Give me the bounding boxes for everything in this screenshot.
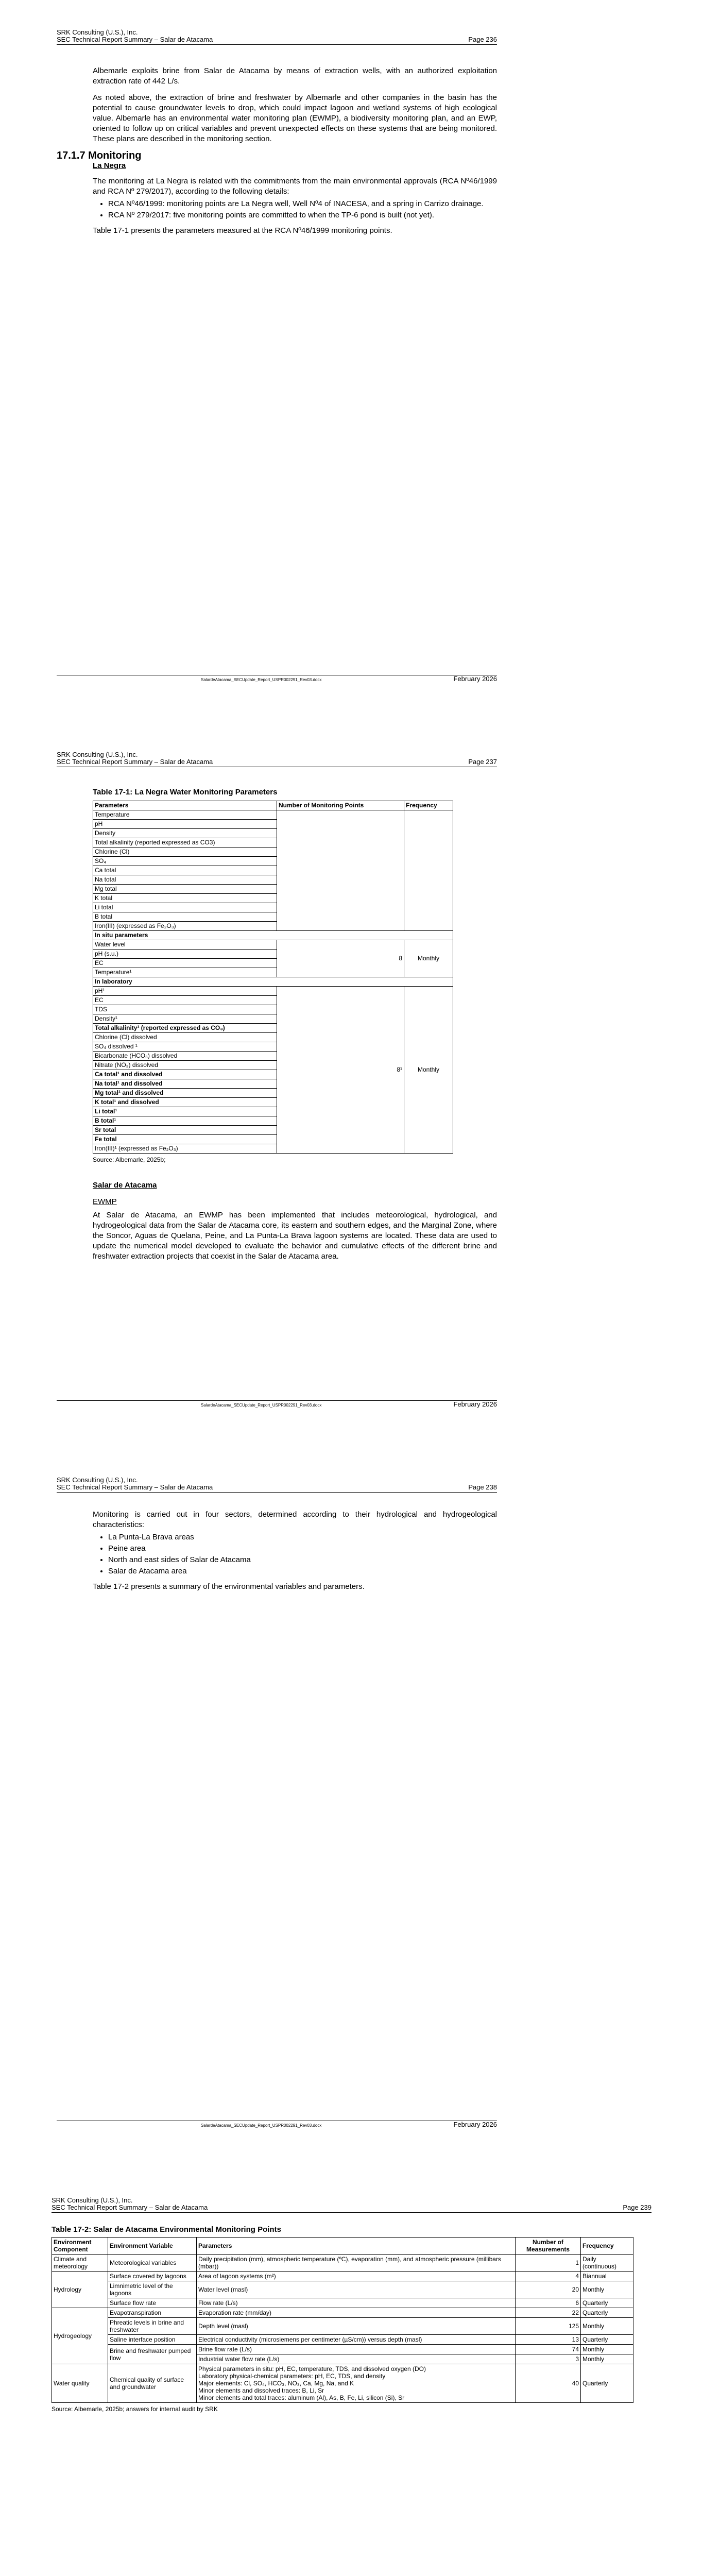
frequency-cell: Monthly (581, 2354, 633, 2364)
paragraph: The monitoring at La Negra is related with the commitments from the main environmental approvals (RCA Nº46/1999 and RCA Nº 279/2017), according to the following details: (93, 177, 497, 196)
count-cell: 1 (516, 2255, 581, 2272)
parameter-line: Minor elements and total traces: aluminum (Al), As, B, Fe, Li, silicon (Si), Sr (198, 2394, 405, 2401)
parameter-cell: B total (93, 912, 277, 922)
report-title: SEC Technical Report Summary – Salar de Atacama (57, 758, 213, 766)
parameter-cell: K total¹ and dissolved (93, 1098, 277, 1107)
header-rule (57, 1492, 497, 1493)
parameter-cell: Total alkalinity¹ (reported expressed as CO₃) (93, 1024, 277, 1033)
parameter-cell: Mg total¹ and dissolved (93, 1089, 277, 1098)
parameter-line: Minor elements and dissolved traces: B, Li, Sr (198, 2387, 324, 2394)
column-header: Frequency (581, 2238, 633, 2255)
parameter-cell: Bicarbonate (HCO₃) dissolved (93, 1052, 277, 1061)
page4-body (52, 2225, 651, 2414)
variable-cell: Saline interface position (108, 2335, 197, 2345)
table-title: Table 17-2: Salar de Atacama Environmental Monitoring Points (52, 2225, 281, 2234)
list-item: • Salar de Atacama area (108, 1566, 497, 1577)
column-header: Parameters (197, 2238, 516, 2255)
component-cell: Hydrogeology (52, 2308, 108, 2364)
variable-cell: Surface covered by lagoons (108, 2272, 197, 2281)
footer-date: February 2026 (453, 2121, 497, 2128)
parameter-cell: EC (93, 959, 277, 968)
column-header: Number of Measurements (516, 2238, 581, 2255)
page2-body (93, 787, 497, 1268)
list-item: • RCA Nº 279/2017: five monitoring points are committed to when the TP-6 pond is built (not yet). (108, 210, 497, 221)
count-cell: 22 (516, 2308, 581, 2318)
frequency-cell: Monthly (581, 2281, 633, 2298)
table-row (93, 940, 453, 950)
variable-cell: Phreatic levels in brine and freshwater (108, 2318, 197, 2335)
parameter-cell: SO₄ dissolved ¹ (93, 1042, 277, 1052)
footer-date: February 2026 (453, 675, 497, 683)
parameter-cell: SO₄ (93, 857, 277, 866)
paragraph: Table 17-1 presents the parameters measured at the RCA Nº46/1999 monitoring points. (93, 226, 392, 235)
salar-monitoring-table (52, 2237, 633, 2403)
table-row (52, 2345, 633, 2354)
list-item: • La Punta-La Brava areas (108, 1532, 497, 1543)
table-header-row (93, 801, 453, 810)
parameters-cell: Daily precipitation (mm), atmospheric temperature (ºC), evaporation (mm), and atmospheric pressure (millibars (mbar)) (197, 2255, 516, 2272)
count-cell: 125 (516, 2318, 581, 2335)
count-cell: 13 (516, 2335, 581, 2345)
table-subheader-row (93, 931, 453, 940)
component-cell: Hydrology (52, 2272, 108, 2308)
bullet-list (93, 1532, 497, 1577)
parameter-line: Physical parameters in situ: pH, EC, temperature, TDS, and dissolved oxygen (DO) (198, 2365, 426, 2372)
parameter-cell: pH¹ (93, 987, 277, 996)
parameter-cell: Ca total¹ and dissolved (93, 1070, 277, 1079)
paragraph: At Salar de Atacama, an EWMP has been implemented that includes meteorological, hydrological, and hydrogeological data from the Salar de Atacama core, its eastern and southern edges, and the Marginal Zone, where the Soncor, Aguas de Quelana, Peine, and La Punta-La Brava lagoon systems are located. These data are used to update the numerical model developed to evaluate the behavior and cumulative effects of the different brine and freshwater extraction projects that coexist in the Salar de Atacama area. (93, 1211, 497, 1261)
parameter-cell: Mg total (93, 885, 277, 894)
parameter-cell: pH (s.u.) (93, 950, 277, 959)
list-item: • Peine area (108, 1544, 497, 1554)
parameter-cell: Density¹ (93, 1014, 277, 1024)
report-title: SEC Technical Report Summary – Salar de Atacama (52, 2204, 208, 2211)
page1-header (57, 29, 497, 43)
parameter-cell: Na total (93, 875, 277, 885)
frequency-cell: Monthly (581, 2318, 633, 2335)
group-header-cell: In situ parameters (93, 931, 453, 940)
parameters-cell: Electrical conductivity (microsiemens per centimeter (µS/cm)) versus depth (masl) (197, 2335, 516, 2345)
variable-cell: Chemical quality of surface and groundwater (108, 2364, 197, 2403)
subheading-salar: Salar de Atacama (93, 1181, 157, 1190)
variable-cell: Brine and freshwater pumped flow (108, 2345, 197, 2364)
list-item: • North and east sides of Salar de Atacama (108, 1555, 497, 1565)
page3-header (57, 1477, 497, 1491)
frequency-cell: Quarterly (581, 2364, 633, 2403)
page3-body (93, 1510, 497, 1598)
page1-footer (57, 675, 497, 682)
column-header: Parameters (93, 801, 277, 810)
parameter-cell: Iron(III) (expressed as Fe₂O₃) (93, 922, 277, 931)
page1-body (57, 66, 497, 242)
variable-cell: Evapotranspiration (108, 2308, 197, 2318)
parameters-cell: Brine flow rate (L/s) (197, 2345, 516, 2354)
parameters-cell: Industrial water flow rate (L/s) (197, 2354, 516, 2364)
parameter-cell: Water level (93, 940, 277, 950)
parameter-cell: Sr total (93, 1126, 277, 1135)
parameter-cell: Density (93, 829, 277, 838)
monitoring-points-cell: 8¹ (277, 987, 404, 1154)
variable-cell: Surface flow rate (108, 2298, 197, 2308)
page2-header (57, 751, 497, 766)
frequency-cell: Daily (continuous) (581, 2255, 633, 2272)
table-row (52, 2318, 633, 2335)
header-rule (57, 44, 497, 45)
component-cell: Climate and meteorology (52, 2255, 108, 2272)
report-title: SEC Technical Report Summary – Salar de Atacama (57, 1483, 213, 1491)
company-name: SRK Consulting (U.S.), Inc. (52, 2196, 133, 2204)
parameter-line: Laboratory physical-chemical parameters: pH, EC, TDS, and density (198, 2372, 386, 2380)
parameter-cell: Iron(III)¹ (expressed as Fe₂O₃) (93, 1144, 277, 1154)
footer-filename: SalardeAtacama_SECUpdate_Report_USPR002291_Rev03.docx (201, 1403, 322, 1408)
list-item: • RCA Nº46/1999: monitoring points are La Negra well, Well Nº4 of INACESA, and a spring in Carrizo drainage. (108, 199, 497, 209)
paragraph: Albemarle exploits brine from Salar de Atacama by means of extraction wells, with an authorized exploitation extraction rate of 442 L/s. (93, 66, 497, 86)
parameter-cell: Li total¹ (93, 1107, 277, 1116)
parameters-cell (197, 2364, 516, 2403)
parameter-cell: Li total (93, 903, 277, 912)
table-row (52, 2281, 633, 2298)
page3-footer (57, 2121, 497, 2128)
parameter-cell: B total¹ (93, 1116, 277, 1126)
parameter-cell: Chlorine (Cl) (93, 848, 277, 857)
parameter-cell: EC (93, 996, 277, 1005)
monitoring-points-cell: 8 (277, 940, 404, 977)
paragraph: Table 17-2 presents a summary of the environmental variables and parameters. (93, 1582, 365, 1591)
frequency-cell: Quarterly (581, 2335, 633, 2345)
parameters-cell: Water level (masl) (197, 2281, 516, 2298)
footer-filename: SalardeAtacama_SECUpdate_Report_USPR002291_Rev03.docx (201, 677, 322, 682)
page2-footer (57, 1400, 497, 1408)
company-name: SRK Consulting (U.S.), Inc. (57, 28, 138, 36)
header-rule (52, 2212, 651, 2213)
parameter-cell: Chlorine (Cl) dissolved (93, 1033, 277, 1042)
count-cell: 4 (516, 2272, 581, 2281)
parameter-cell: Na total¹ and dissolved (93, 1079, 277, 1089)
parameter-cell: Temperature (93, 810, 277, 820)
report-title: SEC Technical Report Summary – Salar de Atacama (57, 36, 213, 43)
column-header: Environment Variable (108, 2238, 197, 2255)
monitoring-points-cell (277, 810, 404, 931)
parameters-cell: Evaporation rate (mm/day) (197, 2308, 516, 2318)
frequency-cell: Monthly (404, 987, 453, 1154)
table-row (93, 810, 453, 820)
column-header: Number of Monitoring Points (277, 801, 404, 810)
group-header-cell: In laboratory (93, 977, 453, 987)
table-row (52, 2298, 633, 2308)
parameters-cell: Flow rate (L/s) (197, 2298, 516, 2308)
table-row (93, 987, 453, 996)
parameters-cell: Area of lagoon systems (m²) (197, 2272, 516, 2281)
frequency-cell: Monthly (404, 940, 453, 977)
page-number: Page 236 (468, 36, 497, 43)
column-header: Environment Component (52, 2238, 108, 2255)
table-header-row (52, 2238, 633, 2255)
table-subheader-row (93, 977, 453, 987)
page-number: Page 239 (623, 2204, 651, 2211)
subheading-ewmp: EWMP (93, 1197, 117, 1206)
parameter-cell: Temperature¹ (93, 968, 277, 977)
footer-date: February 2026 (453, 1400, 497, 1408)
parameter-cell: Total alkalinity (reported expressed as CO3) (93, 838, 277, 848)
parameter-cell: Ca total (93, 866, 277, 875)
page-number: Page 238 (468, 1483, 497, 1491)
parameter-cell: pH (93, 820, 277, 829)
variable-cell: Limnimetric level of the lagoons (108, 2281, 197, 2298)
table-row (52, 2364, 633, 2403)
paragraph: Monitoring is carried out in four sectors, determined according to their hydrological and hydrogeological characteristics: (93, 1510, 497, 1529)
parameter-cell: Nitrate (NO₃) dissolved (93, 1061, 277, 1070)
table-row (52, 2308, 633, 2318)
parameter-cell: K total (93, 894, 277, 903)
frequency-cell: Monthly (581, 2345, 633, 2354)
paragraph: As noted above, the extraction of brine and freshwater by Albemarle and other companies in the basin has the potential to cause groundwater levels to drop, which could impact lagoon and wetland systems of high ecological value. Albemarle has an environmental water monitoring plan (EWMP), a biodiversity monitoring plan, and an EWP, oriented to follow up on critical variables and prevent unexpected effects on these systems that are being monitored. These plans are described in the monitoring section. (93, 93, 497, 143)
table-title: Table 17-1: La Negra Water Monitoring Parameters (93, 788, 278, 796)
page4-header (52, 2197, 651, 2211)
la-negra-parameters-table (93, 801, 453, 1154)
count-cell: 20 (516, 2281, 581, 2298)
component-cell: Water quality (52, 2364, 108, 2403)
table-source: Source: Albemarle, 2025b; (93, 1156, 166, 1163)
count-cell: 74 (516, 2345, 581, 2354)
variable-cell: Meteorological variables (108, 2255, 197, 2272)
parameter-cell: Fe total (93, 1135, 277, 1144)
frequency-cell: Quarterly (581, 2308, 633, 2318)
count-cell: 40 (516, 2364, 581, 2403)
parameter-line: Major elements: Cl, SO₄, HCO₃, NO₃, Ca, Mg, Na, and K (198, 2380, 354, 2387)
table-source: Source: Albemarle, 2025b; answers for internal audit by SRK (52, 2405, 218, 2413)
count-cell: 6 (516, 2298, 581, 2308)
count-cell: 3 (516, 2354, 581, 2364)
frequency-cell: Biannual (581, 2272, 633, 2281)
section-heading: 17.1.7 Monitoring (57, 150, 142, 161)
table-row (52, 2272, 633, 2281)
page-number: Page 237 (468, 758, 497, 766)
frequency-cell: Quarterly (581, 2298, 633, 2308)
parameter-cell: TDS (93, 1005, 277, 1014)
column-header: Frequency (404, 801, 453, 810)
table-row (52, 2335, 633, 2345)
company-name: SRK Consulting (U.S.), Inc. (57, 1476, 138, 1484)
bullet-list (93, 199, 497, 221)
footer-filename: SalardeAtacama_SECUpdate_Report_USPR002291_Rev03.docx (201, 2123, 322, 2128)
company-name: SRK Consulting (U.S.), Inc. (57, 751, 138, 758)
footer-rule (57, 1400, 497, 1401)
subheading-la-negra: La Negra (93, 161, 126, 170)
parameters-cell: Depth level (masl) (197, 2318, 516, 2335)
frequency-cell (404, 810, 453, 931)
table-row (52, 2255, 633, 2272)
table-body (93, 810, 453, 1154)
